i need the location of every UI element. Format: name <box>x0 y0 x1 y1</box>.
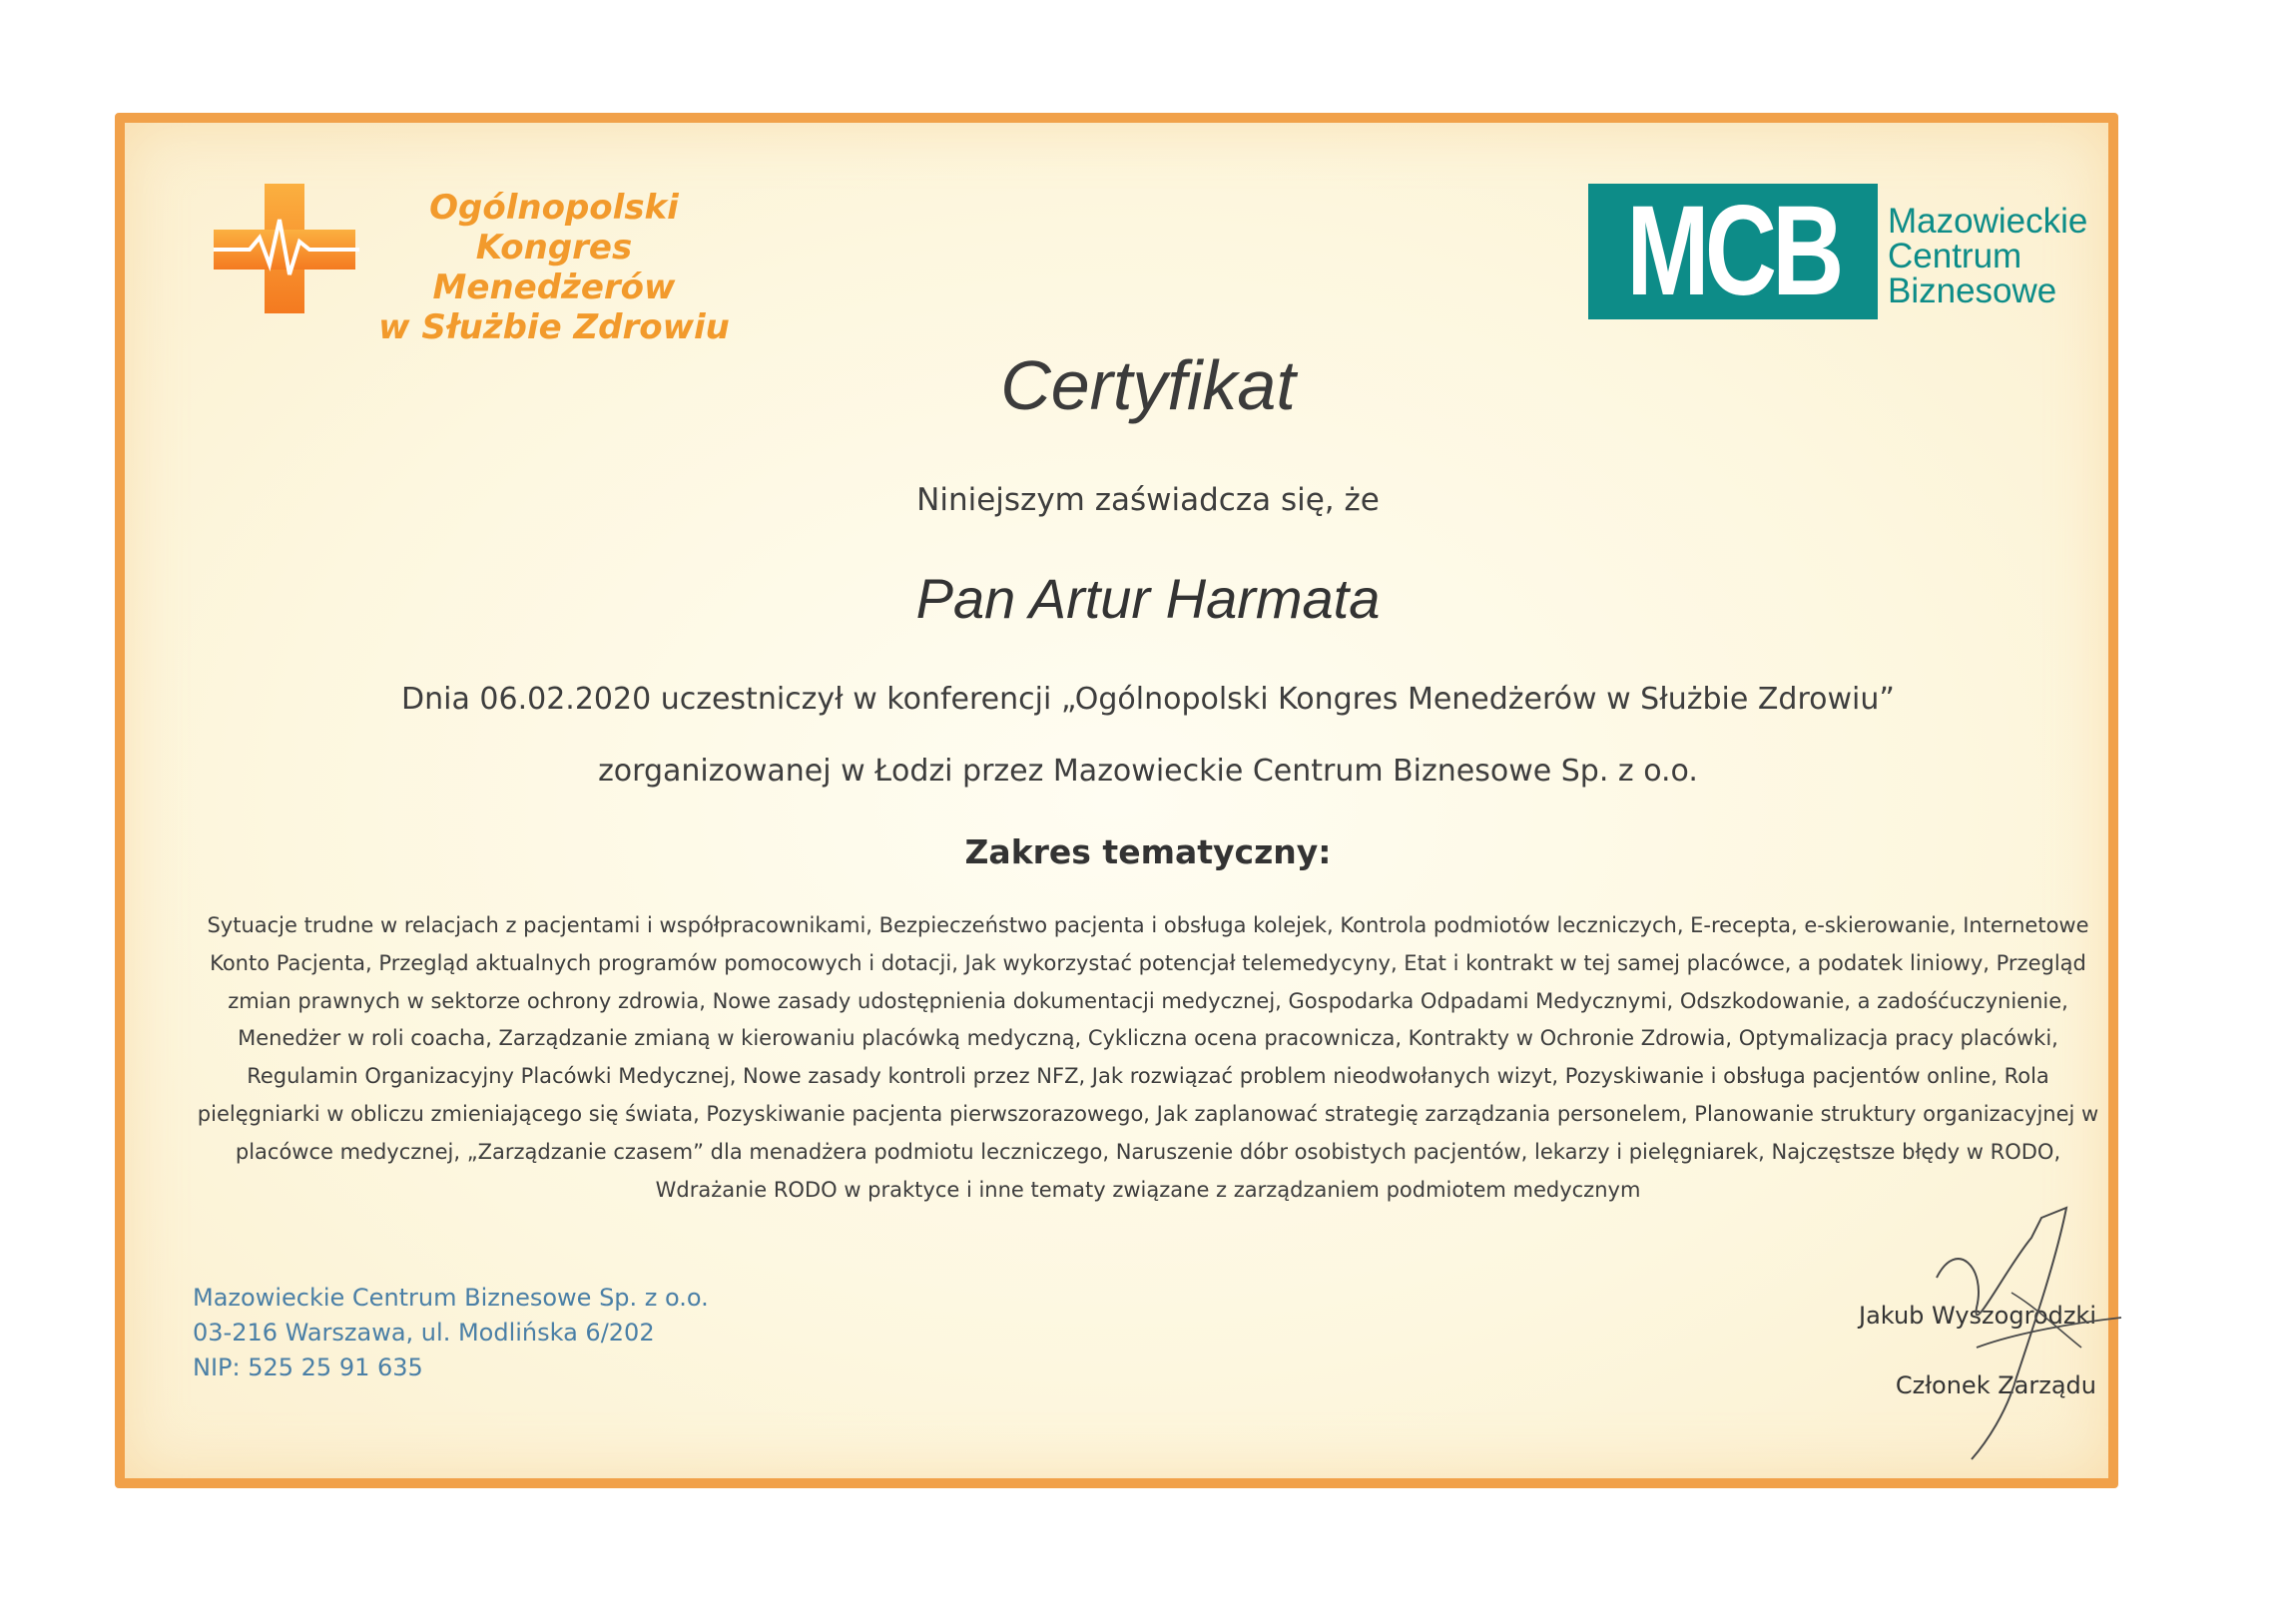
certificate-title: Certyfikat <box>1000 346 1296 424</box>
company-nip: NIP: 525 25 91 635 <box>193 1353 423 1381</box>
company-name: Mazowieckie Centrum Biznesowe Sp. z o.o. <box>193 1284 709 1312</box>
kongres-line2: Kongres Menedżerów <box>432 228 676 307</box>
handwritten-signature <box>1917 1198 2126 1462</box>
company-info <box>193 1281 832 1385</box>
medical-cross-icon <box>210 180 369 319</box>
mcb-word1: Mazowieckie <box>1888 202 2088 241</box>
recipient-name: Pan Artur Harmata <box>915 567 1381 630</box>
mcb-word2: Centrum <box>1888 237 2022 275</box>
mcb-words <box>1888 204 2107 308</box>
signer-role: Członek Zarządu <box>1895 1371 2096 1399</box>
certificate-intro: Niniejszym zaświadcza się, że <box>916 482 1380 518</box>
kongres-logo <box>210 180 749 347</box>
participation-line: Dnia 06.02.2020 uczestniczył w konferencji „Ogólnopolski Kongres Menedżerów w Służbie Zdrowiu” <box>401 682 1895 717</box>
mcb-logo <box>1588 180 2102 322</box>
mcb-word3: Biznesowe <box>1888 271 2057 310</box>
company-address: 03-216 Warszawa, ul. Modlińska 6/202 <box>193 1319 655 1347</box>
organizer-line: zorganizowanej w Łodzi przez Mazowieckie Centrum Biznesowe Sp. z o.o. <box>598 754 1698 789</box>
topics-heading: Zakres tematyczny: <box>964 832 1332 871</box>
kongres-line3: w Służbie Zdrowiu <box>378 307 730 347</box>
kongres-logo-text <box>354 188 754 347</box>
signer-name: Jakub Wyszogrodzki <box>1859 1302 2096 1330</box>
mcb-letters: MCB <box>1626 180 1840 322</box>
topics-paragraph: Sytuacje trudne w relacjach z pacjentami i współpracownikami, Bezpieczeństwo pacjenta i obsługa kolejek, Kontrola podmiotów leczniczych, E-recepta, e-skierowanie, Internetowe Konto Pacjenta, Przegląd aktualnych programów pomocowych i dotacji, Jak wykorzystać potencjał telemedycyny, Etat i kontrakt w tej samej placówce, a podatek liniowy, Przegląd zmian prawnych w sektorze ochrony zdrowia, Nowe zasady udostępnienia dokumentacji medycznej, Gospodarka Odpadami Medycznymi, Odszkodowanie, a zadośćuczynienie, Menedżer w roli coacha, Zarządzanie zmianą w kierowaniu placówką medyczną, Cykliczna ocena pracownicza, Kontrakty w Ochronie Zdrowia, Optymalizacja pracy placówki, Regulamin Organizacyjny Placówki Medycznej, Nowe zasady kontroli przez NFZ, Jak rozwiązać problem nieodwołanych wizyt, Pozyskiwanie i obsługa pacjentów online, Rola pielęgniarki w obliczu zmieniającego się świata, Pozyskiwanie pacjenta pierwszorazowego, Jak zaplanować strategię zarządzania personelem, Planowanie struktury organizacyjnej w placówce medycznej, „Zarządzanie czasem” dla menadżera podmiotu leczniczego, Naruszenie dóbr osobistych pacjentów, lekarzy i pielęgniarek, Najczęstsze błędy w RODO, Wdrażanie RODO w praktyce i inne tematy związane z zarządzaniem podmiotem medycznym <box>197 913 2099 1202</box>
kongres-line1: Ogólnopolski <box>429 188 679 228</box>
